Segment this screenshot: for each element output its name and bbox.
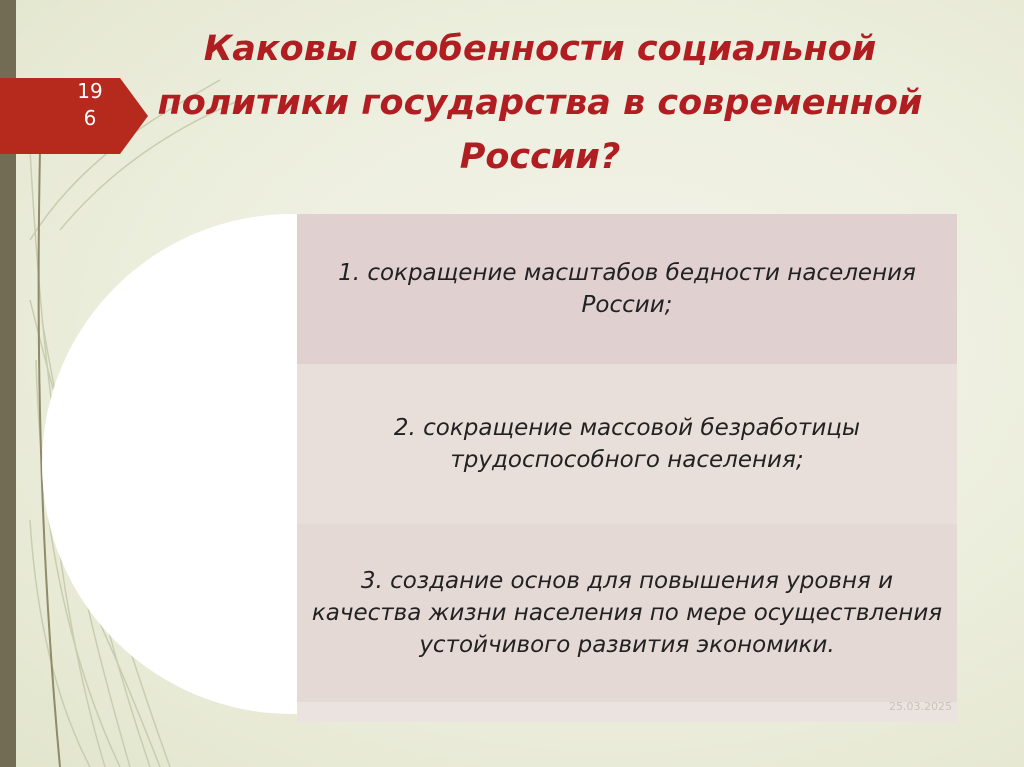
list-item-1	[297, 214, 957, 364]
slide-number-line1: 19	[77, 79, 103, 103]
list-item-3-text: 3. создание основ для повышения уровня и качества жизни населения по мере осуществления устойчивого развития экономики.	[311, 568, 943, 658]
slide-date: 25.03.2025	[889, 700, 952, 713]
list-item-1-text: 1. сокращение масштабов бедности населения России;	[338, 260, 916, 318]
list-item-2	[297, 364, 957, 524]
slide-number	[60, 78, 120, 132]
slide-number-line2: 6	[83, 106, 97, 130]
panel-footer	[297, 702, 957, 722]
slide-title: Каковы особенности социальной политики государства в современной России?	[157, 29, 923, 177]
list-item-3	[297, 524, 957, 702]
content-panel	[297, 214, 957, 722]
list-item-2-text: 2. сокращение массовой безработицы трудоспособного населения;	[393, 415, 861, 473]
